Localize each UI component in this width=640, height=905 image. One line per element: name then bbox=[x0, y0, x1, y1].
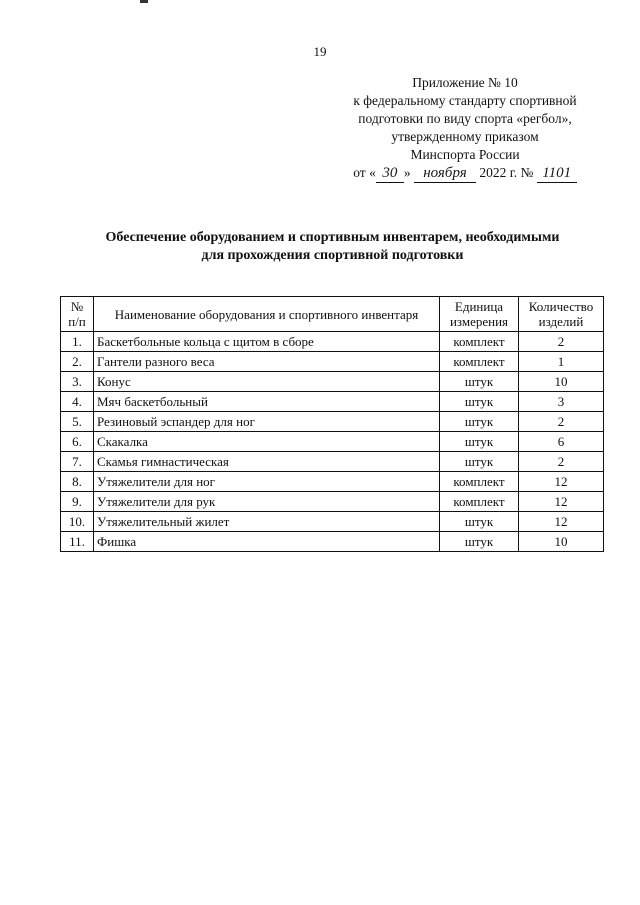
title-line-2: для прохождения спортивной подготовки bbox=[201, 248, 464, 263]
order-number: 1101 bbox=[537, 164, 577, 183]
appendix-line-3: подготовки по виду спорта «регбол», bbox=[358, 111, 572, 126]
title-line-1: Обеспечение оборудованием и спортивным инвентарем, необходимыми bbox=[105, 230, 560, 245]
row-num: 8. bbox=[61, 472, 94, 492]
date-year: 2022 г. № bbox=[479, 165, 534, 180]
row-name: Скамья гимнастическая bbox=[94, 452, 440, 472]
row-name: Гантели разного веса bbox=[94, 352, 440, 372]
row-unit: штук bbox=[440, 372, 519, 392]
appendix-date-line bbox=[330, 164, 600, 183]
table-row bbox=[61, 452, 604, 472]
row-name: Утяжелительный жилет bbox=[94, 512, 440, 532]
row-name: Скакалка bbox=[94, 432, 440, 452]
table-header-row bbox=[61, 297, 604, 332]
document-title bbox=[60, 229, 605, 265]
header-num: № п/п bbox=[61, 297, 94, 332]
table-row bbox=[61, 492, 604, 512]
row-qty: 10 bbox=[519, 532, 604, 552]
row-qty: 6 bbox=[519, 432, 604, 452]
row-qty: 12 bbox=[519, 492, 604, 512]
table-row bbox=[61, 512, 604, 532]
row-qty: 3 bbox=[519, 392, 604, 412]
row-name: Резиновый эспандер для ног bbox=[94, 412, 440, 432]
row-name: Утяжелители для рук bbox=[94, 492, 440, 512]
row-name: Баскетбольные кольца с щитом в сборе bbox=[94, 332, 440, 352]
row-num: 10. bbox=[61, 512, 94, 532]
header-unit: Единица измерения bbox=[440, 297, 519, 332]
table-row bbox=[61, 532, 604, 552]
row-num: 9. bbox=[61, 492, 94, 512]
row-name: Мяч баскетбольный bbox=[94, 392, 440, 412]
row-num: 2. bbox=[61, 352, 94, 372]
row-name: Конус bbox=[94, 372, 440, 392]
row-qty: 2 bbox=[519, 332, 604, 352]
row-name: Фишка bbox=[94, 532, 440, 552]
row-qty: 12 bbox=[519, 472, 604, 492]
row-num: 11. bbox=[61, 532, 94, 552]
row-unit: штук bbox=[440, 532, 519, 552]
equipment-table bbox=[60, 296, 604, 552]
row-unit: штук bbox=[440, 392, 519, 412]
row-qty: 1 bbox=[519, 352, 604, 372]
row-unit: комплект bbox=[440, 332, 519, 352]
appendix-line-1: Приложение № 10 bbox=[412, 75, 518, 90]
row-name: Утяжелители для ног bbox=[94, 472, 440, 492]
table-row bbox=[61, 352, 604, 372]
row-num: 5. bbox=[61, 412, 94, 432]
row-num: 1. bbox=[61, 332, 94, 352]
row-unit: комплект bbox=[440, 472, 519, 492]
appendix-line-5: Минспорта России bbox=[410, 147, 520, 162]
scan-mark bbox=[140, 0, 148, 3]
row-num: 6. bbox=[61, 432, 94, 452]
table-row bbox=[61, 392, 604, 412]
row-unit: штук bbox=[440, 452, 519, 472]
table-row bbox=[61, 412, 604, 432]
header-qty: Количество изделий bbox=[519, 297, 604, 332]
row-num: 7. bbox=[61, 452, 94, 472]
date-mid: » bbox=[403, 165, 411, 180]
row-num: 3. bbox=[61, 372, 94, 392]
row-unit: комплект bbox=[440, 492, 519, 512]
table-row bbox=[61, 332, 604, 352]
row-qty: 10 bbox=[519, 372, 604, 392]
row-qty: 12 bbox=[519, 512, 604, 532]
row-qty: 2 bbox=[519, 412, 604, 432]
date-month: ноября bbox=[414, 164, 476, 183]
table-row bbox=[61, 372, 604, 392]
date-prefix: от « bbox=[353, 165, 376, 180]
appendix-line-4: утвержденному приказом bbox=[391, 129, 539, 144]
table-row bbox=[61, 432, 604, 452]
table-row bbox=[61, 472, 604, 492]
page-number: 19 bbox=[313, 44, 327, 59]
appendix-header bbox=[330, 74, 600, 183]
row-num: 4. bbox=[61, 392, 94, 412]
row-unit: штук bbox=[440, 432, 519, 452]
appendix-line-2: к федеральному стандарту спортивной bbox=[353, 93, 577, 108]
header-name: Наименование оборудования и спортивного инвентаря bbox=[94, 297, 440, 332]
row-unit: штук bbox=[440, 512, 519, 532]
row-unit: комплект bbox=[440, 352, 519, 372]
date-day: 30 bbox=[376, 164, 404, 183]
row-unit: штук bbox=[440, 412, 519, 432]
row-qty: 2 bbox=[519, 452, 604, 472]
